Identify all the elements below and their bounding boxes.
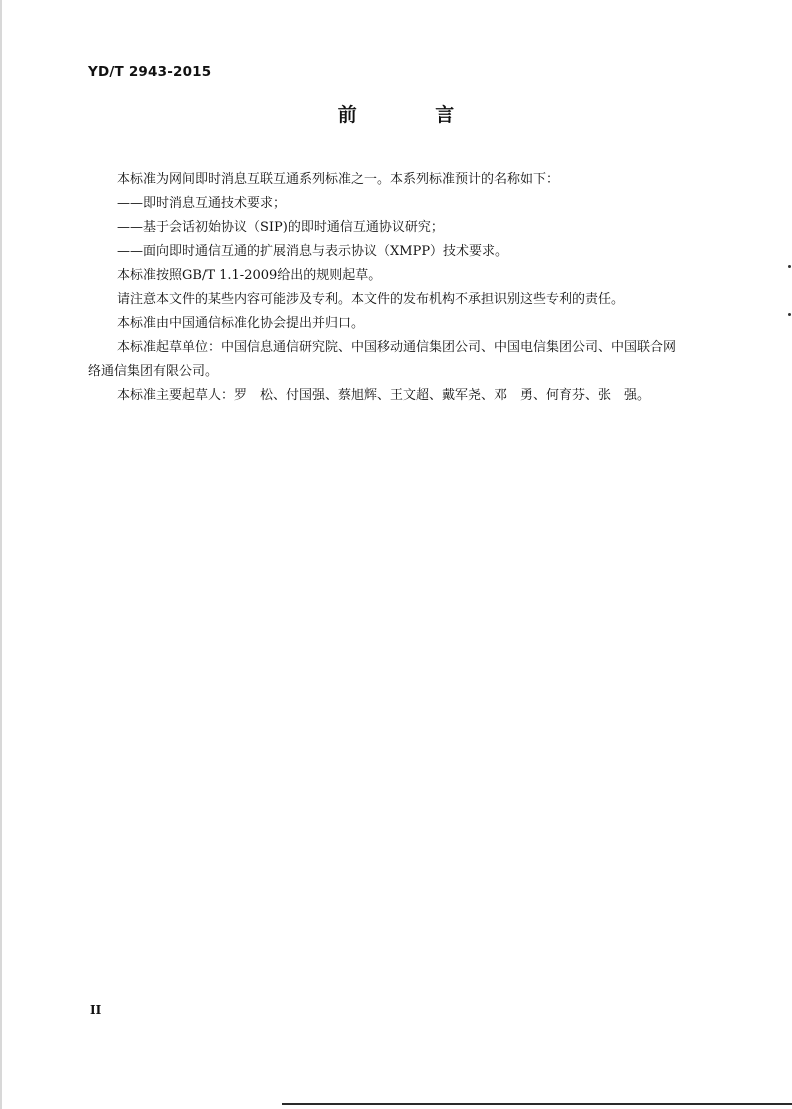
paragraph-series-item-3: ——面向即时通信互通的扩展消息与表示协议（XMPP）技术要求。 — [117, 244, 509, 259]
paragraph-patent-notice: 请注意本文件的某些内容可能涉及专利。本文件的发布机构不承担识别这些专利的责任。 — [117, 292, 625, 307]
scan-speck — [788, 313, 791, 316]
paragraph-series-item-1: ——即时消息互通技术要求； — [117, 196, 287, 211]
paragraph-series-item-2: ——基于会话初始协议（SIP)的即时通信互通协议研究； — [117, 220, 444, 235]
document-code: YD/T 2943-2015 — [88, 64, 212, 80]
paragraph-proposer: 本标准由中国通信标准化协会提出并归口。 — [117, 316, 365, 331]
scan-left-edge — [0, 0, 2, 1109]
paragraph-series-intro: 本标准为网间即时消息互联互通系列标准之一。本系列标准预计的名称如下： — [117, 172, 560, 187]
paragraph-drafting-units: 本标准起草单位：中国信息通信研究院、中国移动通信集团公司、中国电信集团公司、中国联合网 — [117, 340, 677, 355]
paragraph-drafters: 本标准主要起草人：罗 松、付国强、蔡旭辉、王文超、戴军尧、邓 勇、何育芬、张 强。 — [117, 388, 651, 403]
foreword-body — [88, 168, 738, 408]
section-title: 前 言 — [337, 104, 491, 126]
scan-speck — [788, 265, 791, 268]
paragraph-drafting-rules: 本标准按照GB/T 1.1-2009给出的规则起草。 — [117, 268, 382, 283]
paragraph-drafting-units-cont: 络通信集团有限公司。 — [88, 364, 219, 379]
page-number: II — [90, 1003, 102, 1017]
scan-bottom-line — [282, 1103, 792, 1105]
